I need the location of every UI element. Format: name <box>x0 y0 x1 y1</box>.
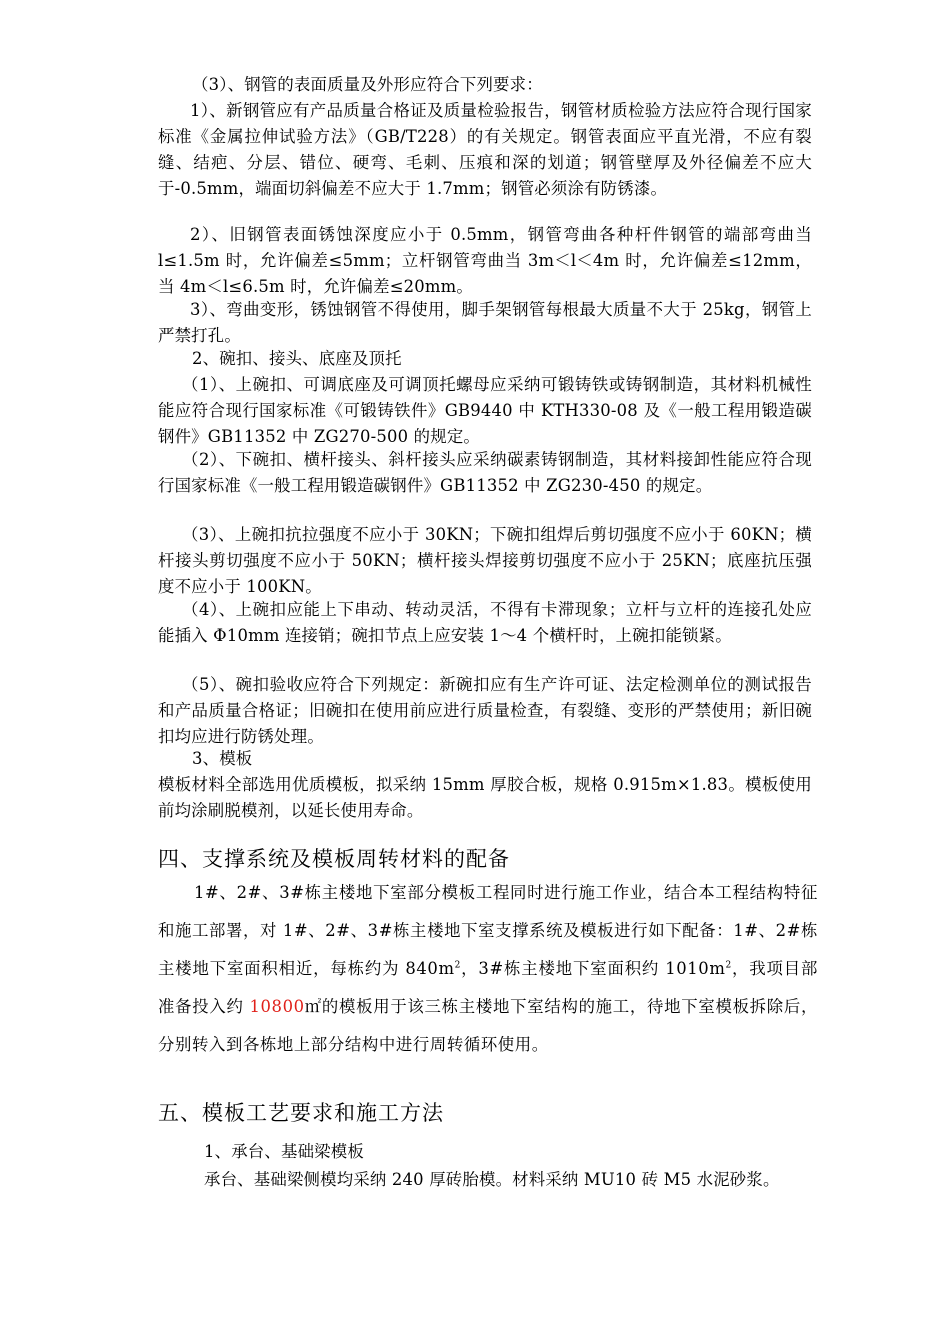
sec3-item-1: 1）、新钢管应有产品质量合格证及质量检验报告，钢管材质检验方法应符合现行国家标准《金属拉伸试验方法》（GB/T228）的有关规定。钢管表面应平直光滑，不应有裂缝、结疤、分层、错位、硬弯、毛刺、压痕和深的划道；钢管壁厚及外径偏差不应大于-0.5mm，端面切斜偏差不应大于 1.7mm；钢管必须涂有防锈漆。 <box>158 101 812 198</box>
section-4-text-b: ，3#栋主楼地下室面积约 1010m <box>460 959 726 978</box>
section-5-title: 五、模板工艺要求和施工方法 <box>158 1101 444 1125</box>
wankou-para-5: （5）、碗扣验收应符合下列规定：新碗扣应有生产许可证、法定检测单位的测试报告和产品质量合格证；旧碗扣在使用前应进行质量检查，有裂缝、变形的严禁使用；新旧碗扣均应进行防锈处理。 <box>158 675 812 746</box>
moban-para: 模板材料全部选用优质模板，拟采纳 15mm 厚胶合板，规格 0.915m×1.83。模板使用前均涂刷脱模剂，以延长使用寿命。 <box>158 775 812 820</box>
sec3-item-2: 2）、旧钢管表面锈蚀深度应小于 0.5mm，钢管弯曲各种杆件钢管的端部弯曲当 l≤1.5m 时，允许偏差≤5mm；立杆钢管弯曲当 3m＜l＜4m 时，允许偏差≤12mm，当 4m＜l≤6.5m 时，允许偏差≤20mm。 <box>158 225 812 296</box>
wankou-heading: 2、碗扣、接头、底座及顶托 <box>192 349 402 368</box>
section-5-para: 承台、基础梁侧模均采纳 240 厚砖胎模。材料采纳 MU10 砖 M5 水泥砂浆。 <box>204 1170 780 1189</box>
wankou-para-4: （4）、上碗扣应能上下串动、转动灵活，不得有卡滞现象；立杆与立杆的连接孔处应能插入 Φ10mm 连接销；碗扣节点上应安装 1～4 个横杆时，上碗扣能锁紧。 <box>158 600 812 645</box>
section-4-text-a: 1#、2#、3#栋主楼地下室部分模板工程同时进行施工作业，结合本工程结构特征和施工部署，对 1#、2#、3#栋主楼地下室支撑系统及模板进行如下配备：1#、2#栋主楼地下室面积相近，每栋约为 840m <box>158 883 818 978</box>
wankou-para-3: （3）、上碗扣抗拉强度不应小于 30KN；下碗扣组焊后剪切强度不应小于 60KN；横杆接头剪切强度不应小于 50KN；横杆接头焊接剪切强度不应小于 25KN；底座抗压强度不应小于 100KN。 <box>158 525 812 596</box>
superscript-2: 2 <box>725 960 732 971</box>
section-4-text-d: ㎡的模板用于该三栋主楼地下室结构的施工，待地下室模板拆除后，分别转入到各栋地上部分结构中进行周转循环使用。 <box>158 997 819 1054</box>
wankou-para-2: （2）、下碗扣、横杆接头、斜杆接头应采纳碳素铸钢制造，其材料接卸性能应符合现行国家标准《一般工程用锻造碳钢件》GB11352 中 ZG230-450 的规定。 <box>158 450 812 495</box>
section-4-text-c: ，我项目部准备投入约 <box>158 959 818 1016</box>
sec3-heading: （3）、钢管的表面质量及外形应符合下列要求： <box>192 75 543 94</box>
section-4-body <box>158 874 818 1064</box>
superscript-2: 2 <box>454 960 461 971</box>
wankou-para-1: （1）、上碗扣、可调底座及可调顶托螺母应采纳可锻铸铁或铸钢制造，其材料机械性能应符合现行国家标准《可锻铸铁件》GB9440 中 KTH330-08 及《一般工程用锻造碳钢件》GB11352 中 ZG270-500 的规定。 <box>158 375 812 446</box>
highlighted-area-value: 10800 <box>249 997 305 1016</box>
section-5-subheading: 1、承台、基础梁模板 <box>204 1142 364 1161</box>
section-4-title: 四、支撑系统及模板周转材料的配备 <box>158 847 510 871</box>
sec3-item-3: 3）、弯曲变形，锈蚀钢管不得使用，脚手架钢管每根最大质量不大于 25kg，钢管上严禁打孔。 <box>158 300 812 345</box>
moban-heading: 3、模板 <box>192 749 253 768</box>
